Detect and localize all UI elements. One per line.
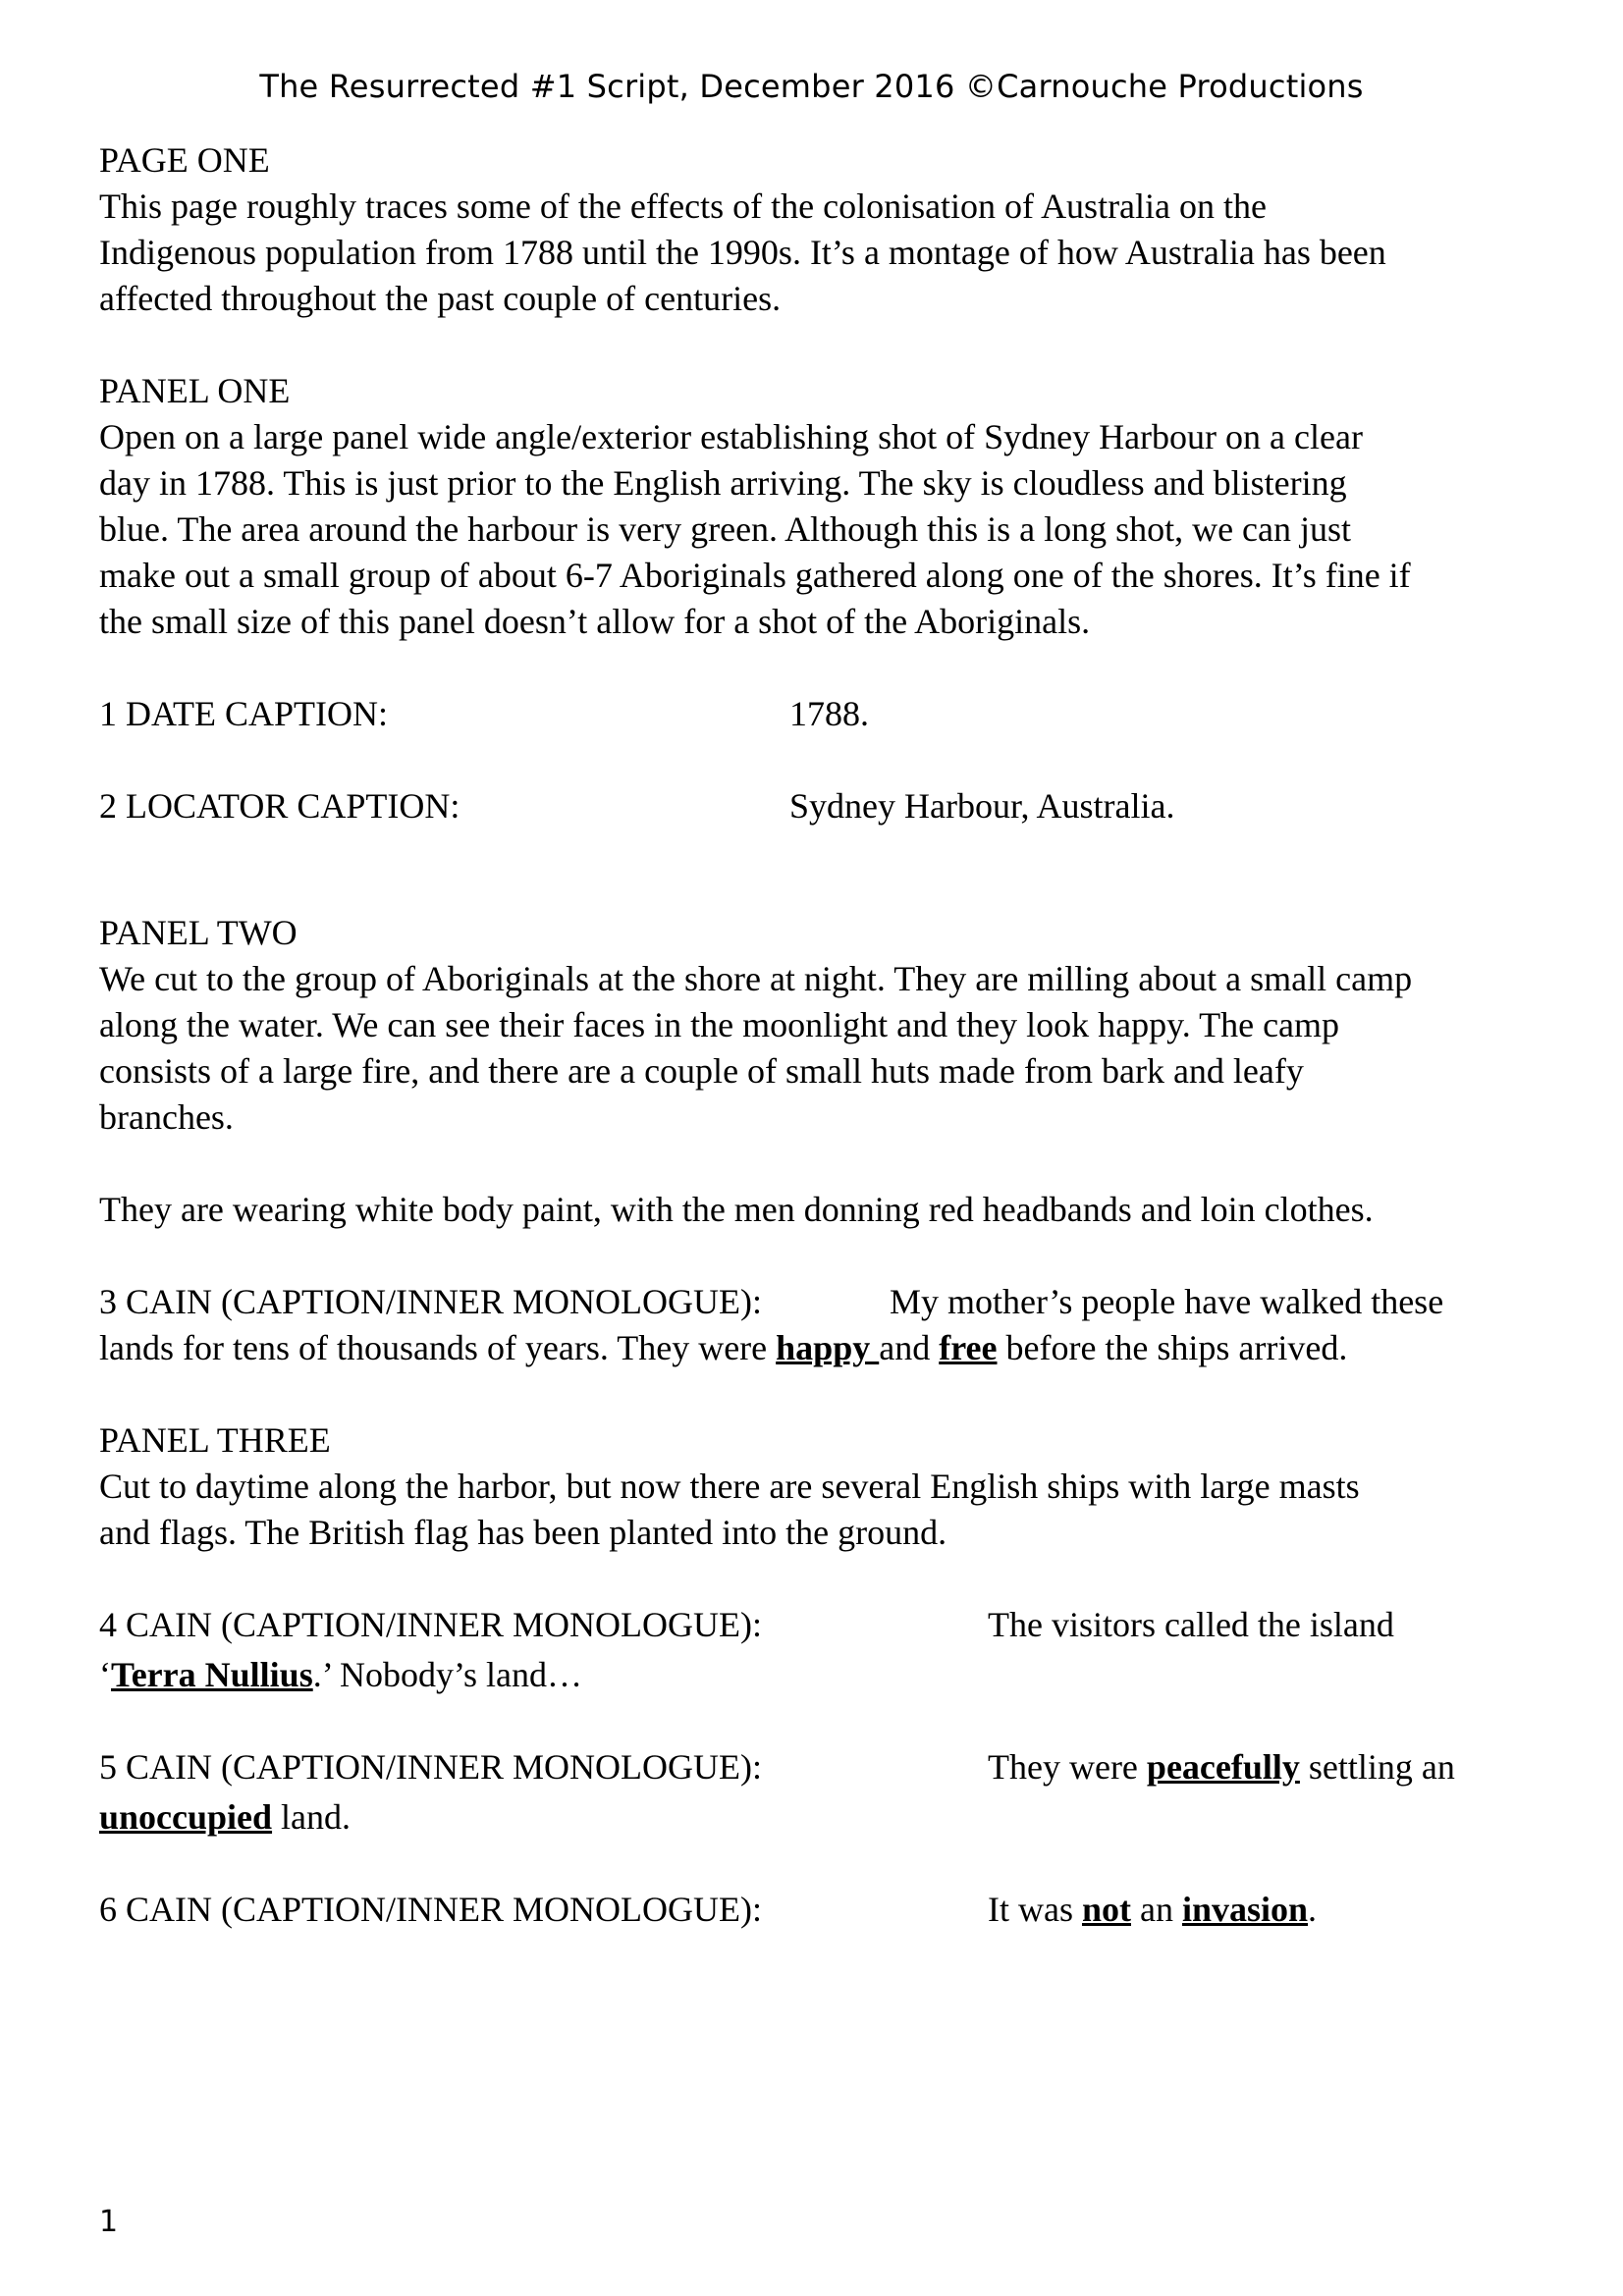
panel-description-line: branches. xyxy=(99,1097,234,1137)
emphasis-text: not xyxy=(1081,1890,1131,1929)
dialogue-text-continued xyxy=(99,1794,351,1841)
dialogue-speaker: 4 CAIN (CAPTION/INNER MONOLOGUE): xyxy=(99,1605,762,1644)
emphasis-text: unoccupied xyxy=(99,1797,273,1837)
dialogue-text xyxy=(988,1887,1317,1933)
dialogue-line xyxy=(99,1602,1572,1698)
panel-description-line: make out a small group of about 6-7 Aboriginals gathered along one of the shores. It’s fine if xyxy=(99,556,1411,595)
emphasis-text: happy xyxy=(776,1328,880,1367)
page-description-line: This page roughly traces some of the effects of the colonisation of Australia on the xyxy=(99,187,1268,226)
dialogue-text: lands for tens of thousands of years. They were xyxy=(99,1328,777,1367)
emphasis-text: Terra Nullius xyxy=(111,1655,313,1694)
dialogue-text: .’ Nobody’s land… xyxy=(312,1655,583,1694)
page-description-line: Indigenous population from 1788 until the 1990s. It’s a montage of how Australia has been xyxy=(99,233,1386,272)
panel-description-line: Open on a large panel wide angle/exterior establishing shot of Sydney Harbour on a clear xyxy=(99,417,1363,456)
panel-heading: PANEL THREE xyxy=(99,1420,331,1460)
dialogue-text: an xyxy=(1131,1890,1182,1929)
panel-description-line: blue. The area around the harbour is very green. Although this is a long shot, we can just xyxy=(99,509,1352,549)
panel-heading: PANEL TWO xyxy=(99,913,298,952)
script-body xyxy=(99,137,1572,1933)
emphasis-text: peacefully xyxy=(1146,1747,1300,1787)
panel-description-line: Cut to daytime along the harbor, but now there are several English ships with large masts xyxy=(99,1467,1360,1506)
caption-label: 1 DATE CAPTION: xyxy=(99,694,388,733)
caption-text: Sydney Harbour, Australia. xyxy=(789,786,1175,826)
caption-text: 1788. xyxy=(789,694,869,733)
dialogue-text: settling an xyxy=(1299,1747,1455,1787)
dialogue-text-continued xyxy=(99,1325,1347,1371)
dialogue-text: land. xyxy=(272,1797,352,1837)
panel-description-line: along the water. We can see their faces in the moonlight and they look happy. The camp xyxy=(99,1005,1340,1044)
dialogue-text-continued xyxy=(99,1652,582,1698)
dialogue-text: The visitors called the island xyxy=(988,1605,1394,1644)
document-header: The Resurrected #1 Script, December 2016 ©Carnouche Productions xyxy=(259,68,1364,105)
panel-description-line: the small size of this panel doesn’t allow for a shot of the Aboriginals. xyxy=(99,602,1091,641)
page-heading: PAGE ONE xyxy=(99,140,270,180)
emphasis-text: invasion xyxy=(1181,1890,1309,1929)
dialogue-line xyxy=(99,1744,1572,1841)
caption-row xyxy=(99,691,1572,737)
caption-label: 2 LOCATOR CAPTION: xyxy=(99,786,460,826)
page-number: 1 xyxy=(99,2205,119,2239)
dialogue-speaker: 6 CAIN (CAPTION/INNER MONOLOGUE): xyxy=(99,1890,762,1929)
dialogue-text: before the ships arrived. xyxy=(997,1328,1348,1367)
dialogue-speaker: 3 CAIN (CAPTION/INNER MONOLOGUE): xyxy=(99,1282,762,1321)
dialogue-line xyxy=(99,1887,1572,1933)
dialogue-text: It was xyxy=(988,1890,1082,1929)
dialogue-text: My mother’s people have walked these xyxy=(890,1282,1444,1321)
dialogue-text: and xyxy=(879,1328,940,1367)
dialogue-text: ‘ xyxy=(99,1655,111,1694)
panel-description-line: They are wearing white body paint, with the men donning red headbands and loin clothes. xyxy=(99,1190,1374,1229)
dialogue-text xyxy=(988,1744,1455,1790)
panel-description-line: consists of a large fire, and there are a couple of small huts made from bark and leafy xyxy=(99,1051,1304,1091)
panel-description-line: day in 1788. This is just prior to the English arriving. The sky is cloudless and blistering xyxy=(99,463,1347,503)
emphasis-text: free xyxy=(939,1328,998,1367)
panel-description-line: We cut to the group of Aboriginals at the shore at night. They are milling about a small camp xyxy=(99,959,1413,998)
panel-description-line: and flags. The British flag has been planted into the ground. xyxy=(99,1513,947,1552)
dialogue-text: . xyxy=(1308,1890,1318,1929)
panel-heading: PANEL ONE xyxy=(99,371,291,410)
dialogue-speaker: 5 CAIN (CAPTION/INNER MONOLOGUE): xyxy=(99,1747,762,1787)
dialogue-line xyxy=(99,1279,1572,1371)
caption-row xyxy=(99,783,1572,829)
page-description-line: affected throughout the past couple of centuries. xyxy=(99,279,782,318)
dialogue-text: They were xyxy=(988,1747,1147,1787)
